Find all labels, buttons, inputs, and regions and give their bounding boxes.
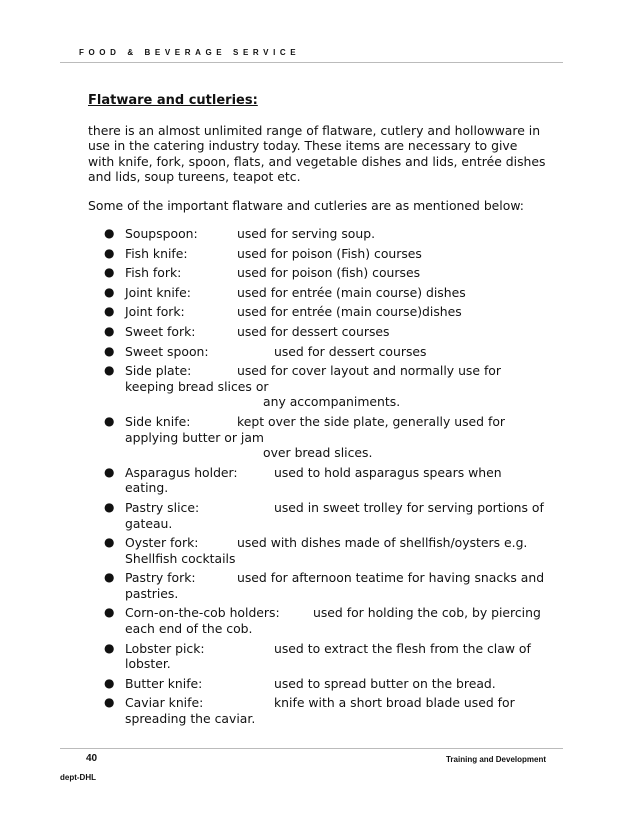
bullet-icon: ● <box>104 245 115 260</box>
bullet-icon: ● <box>104 226 115 240</box>
item-desc: used to extract the flesh from the claw of <box>274 640 531 656</box>
item-term: Pastry fork: <box>125 570 196 586</box>
item-term: Fish fork: <box>125 265 182 281</box>
item-continuation: applying butter or jam <box>125 429 265 445</box>
bullet-icon: ● <box>104 343 115 358</box>
item-term: Side plate: <box>125 363 192 379</box>
item-term: Butter knife: <box>125 675 203 691</box>
item-term: Asparagus holder: <box>125 464 238 480</box>
item-term: Sweet spoon: <box>125 343 209 359</box>
list-item <box>96 324 566 340</box>
header-divider <box>60 62 563 63</box>
item-desc: used for poison (fish) courses <box>237 265 421 281</box>
list-item <box>96 605 566 636</box>
intro-line: there is an almost unlimited range of flatware, cutlery and hollowware in <box>88 123 541 138</box>
item-term: Joint fork: <box>125 304 185 320</box>
intro-paragraph <box>88 123 558 185</box>
list-item <box>96 676 566 692</box>
item-continuation: over bread slices. <box>263 445 373 461</box>
item-continuation: gateau. <box>125 515 173 531</box>
page-number: 40 <box>86 753 98 764</box>
bullet-icon: ● <box>104 413 115 428</box>
item-term: Caviar knife: <box>125 695 204 711</box>
list-item <box>96 285 566 301</box>
list-item <box>96 363 566 410</box>
list-item <box>96 304 566 320</box>
item-desc: used for entrée (main course)dishes <box>237 304 462 320</box>
item-term: Soupspoon: <box>125 226 198 241</box>
item-continuation: any accompaniments. <box>263 394 401 410</box>
bullet-icon: ● <box>104 363 115 378</box>
list-item <box>96 226 566 242</box>
item-term: Fish knife: <box>125 245 188 261</box>
item-desc: used for serving soup. <box>237 226 376 241</box>
bullet-icon: ● <box>104 570 115 585</box>
item-continuation: spreading the caviar. <box>125 711 256 727</box>
item-desc: kept over the side plate, generally used for <box>237 413 506 429</box>
list-item <box>96 465 566 496</box>
section-heading: Flatware and cutleries: <box>88 93 258 108</box>
list-item <box>96 414 566 461</box>
list-item <box>96 641 566 672</box>
item-desc: used for poison (Fish) courses <box>237 245 422 261</box>
item-continuation: keeping bread slices or <box>125 378 269 394</box>
item-desc: used for dessert courses <box>237 323 390 339</box>
item-term: Lobster pick: <box>125 640 205 656</box>
bullet-icon: ● <box>104 640 115 655</box>
item-term: Sweet fork: <box>125 323 196 339</box>
item-continuation: lobster. <box>125 656 171 672</box>
item-continuation: eating. <box>125 480 169 496</box>
bullet-icon: ● <box>104 464 115 479</box>
item-term: Oyster fork: <box>125 535 199 551</box>
bullet-icon: ● <box>104 605 115 620</box>
bullet-icon: ● <box>104 535 115 550</box>
item-continuation: each end of the cob. <box>125 621 253 637</box>
item-desc: used with dishes made of shellfish/oysters e.g. <box>237 535 528 551</box>
item-desc: used for holding the cob, by piercing <box>313 605 541 621</box>
item-desc: used to spread butter on the bread. <box>274 675 496 691</box>
flatware-list <box>96 226 566 731</box>
bullet-icon: ● <box>104 695 115 710</box>
footer-label: Training and Development <box>445 755 546 764</box>
list-item <box>96 344 566 360</box>
item-desc: used to hold asparagus spears when <box>274 464 502 480</box>
item-desc: used for afternoon teatime for having snacks and <box>237 570 545 586</box>
running-header: FOOD & BEVERAGE SERVICE <box>79 48 301 57</box>
item-term: Pastry slice: <box>125 499 200 515</box>
item-desc: used in sweet trolley for serving portions of <box>274 499 544 515</box>
list-item <box>96 695 566 726</box>
item-desc: knife with a short broad blade used for <box>274 695 515 711</box>
item-desc: used for entrée (main course) dishes <box>237 284 466 300</box>
bullet-icon: ● <box>104 284 115 299</box>
dept-label: dept-DHL <box>60 773 96 782</box>
item-continuation: Shellfish cocktails <box>125 550 236 566</box>
item-term: Joint knife: <box>125 284 191 300</box>
item-desc: used for dessert courses <box>274 343 427 359</box>
bullet-icon: ● <box>104 304 115 319</box>
item-term: Side knife: <box>125 413 191 429</box>
list-item <box>96 500 566 531</box>
intro-line: use in the catering industry today. These items are necessary to give <box>88 138 518 154</box>
list-item <box>96 265 566 281</box>
item-term: Corn-on-the-cob holders: <box>125 605 280 621</box>
footer-divider <box>60 748 563 749</box>
bullet-icon: ● <box>104 675 115 690</box>
bullet-icon: ● <box>104 323 115 338</box>
intro-line: with knife, fork, spoon, flats, and vegetable dishes and lids, entrée dishes <box>88 153 546 169</box>
list-item <box>96 535 566 566</box>
bullet-icon: ● <box>104 265 115 280</box>
item-continuation: pastries. <box>125 585 179 601</box>
lead-paragraph: Some of the important flatware and cutleries are as mentioned below: <box>88 198 524 213</box>
intro-line: and lids, soup tureens, teapot etc. <box>88 169 301 185</box>
list-item <box>96 246 566 262</box>
list-item <box>96 570 566 601</box>
bullet-icon: ● <box>104 499 115 514</box>
item-desc: used for cover layout and normally use for <box>237 363 501 379</box>
